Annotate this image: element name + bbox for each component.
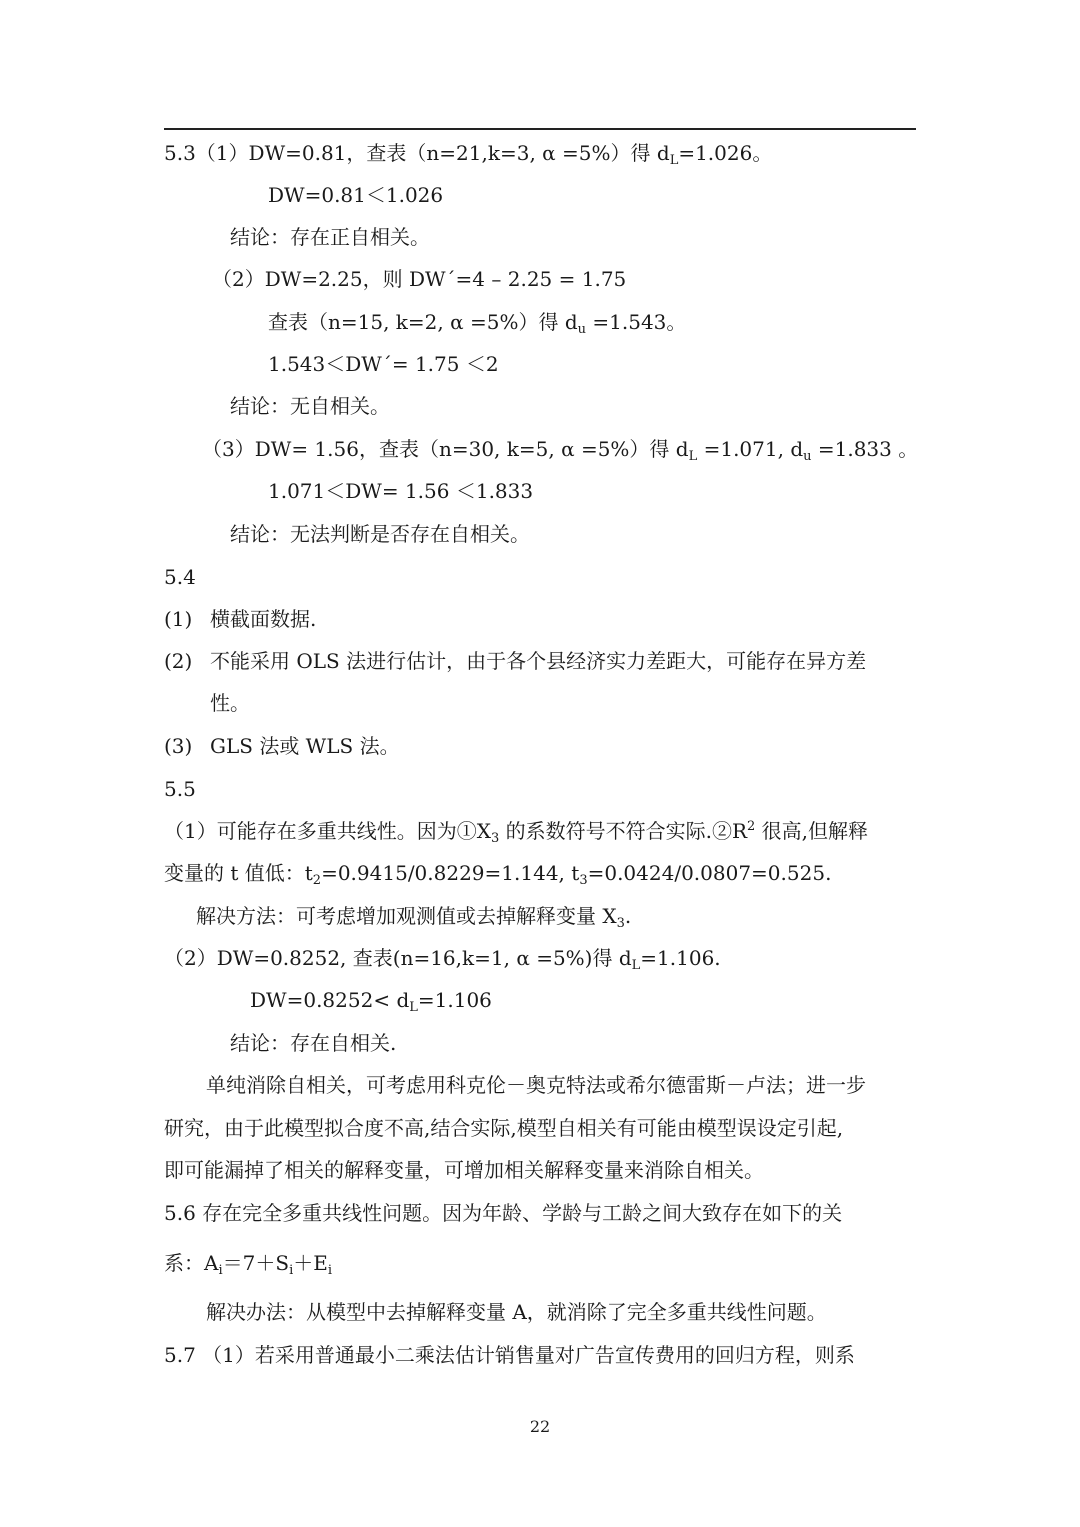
text-line: 变量的 t 值低：$t_2=0.9415/0.8229=1.144$, $t_3=0.0424/0.0807=0.525$. — [164, 861, 832, 888]
conclusion-line: 结论：存在自相关. — [230, 1031, 397, 1055]
text-line: 5.3（1）DW=0.81，查表（n=21,k=3, α =5%）得 $d_L=1.026$。 — [164, 141, 773, 168]
section-number: 5.4 — [164, 565, 196, 589]
text-line: 1.071＜DW= 1.56 ＜1.833 — [268, 479, 534, 503]
text-line: 即可能漏掉了相关的解释变量，可增加相关解释变量来消除自相关。 — [164, 1158, 764, 1182]
text-line: （3）DW= 1.56，查表（n=30, k=5, α =5%）得 $d_L =1.071$, $d_u =1.833$ 。 — [202, 437, 919, 464]
header-rule — [164, 128, 916, 130]
text-line: 5.7 （1）若采用普通最小二乘法估计销售量对广告宣传费用的回归方程，则系 — [164, 1343, 855, 1367]
text-line: 5.6 存在完全多重共线性问题。因为年龄、学龄与工龄之间大致存在如下的关 — [164, 1201, 843, 1225]
list-item: (2) 不能采用 OLS 法进行估计，由于各个县经济实力差距大，可能存在异方差 — [164, 649, 867, 673]
text-line: 1.543＜DW´= 1.75 ＜2 — [268, 352, 499, 376]
conclusion-line: 结论：存在正自相关。 — [230, 225, 430, 249]
text-line: 研究，由于此模型拟合度不高,结合实际,模型自相关有可能由模型误设定引起, — [164, 1116, 844, 1140]
text-line: 单纯消除自相关，可考虑用科克伦－奥克特法或希尔德雷斯－卢法；进一步 — [206, 1073, 866, 1097]
text-line: （2）DW=2.25，则 DW´=4 – 2.25 = 1.75 — [212, 267, 627, 291]
page-number: 22 — [529, 1417, 551, 1436]
section-number: 5.5 — [164, 777, 196, 801]
list-item: (3) GLS 法或 WLS 法。 — [164, 734, 400, 758]
text-line: 解决方法：可考虑增加观测值或去掉解释变量 $X_3$. — [196, 904, 632, 931]
conclusion-line: 结论：无法判断是否存在自相关。 — [230, 522, 530, 546]
equation-line: 系：$A_i=7+S_i+E_i$ — [164, 1251, 333, 1278]
list-item: (1) 横截面数据. — [164, 607, 317, 631]
text-line: 解决办法：从模型中去掉解释变量 A，就消除了完全多重共线性问题。 — [206, 1300, 827, 1324]
text-line: （2）DW=0.8252, 查表(n=16,k=1, α =5%)得 $d_L=1.106$. — [164, 946, 721, 973]
text-line: （1）可能存在多重共线性。因为$①X_3$ 的系数符号不符合实际$.②R^2$ 很高,但解释 — [164, 819, 869, 846]
text-line: DW=0.81＜1.026 — [268, 183, 444, 207]
conclusion-line: 结论：无自相关。 — [230, 394, 390, 418]
text-line: 性。 — [210, 691, 250, 715]
text-line: $DW=0.8252< d_L=1.106$ — [250, 988, 492, 1015]
text-line: 查表（n=15, k=2, α =5%）得 $d_u =1.543$。 — [268, 310, 687, 337]
